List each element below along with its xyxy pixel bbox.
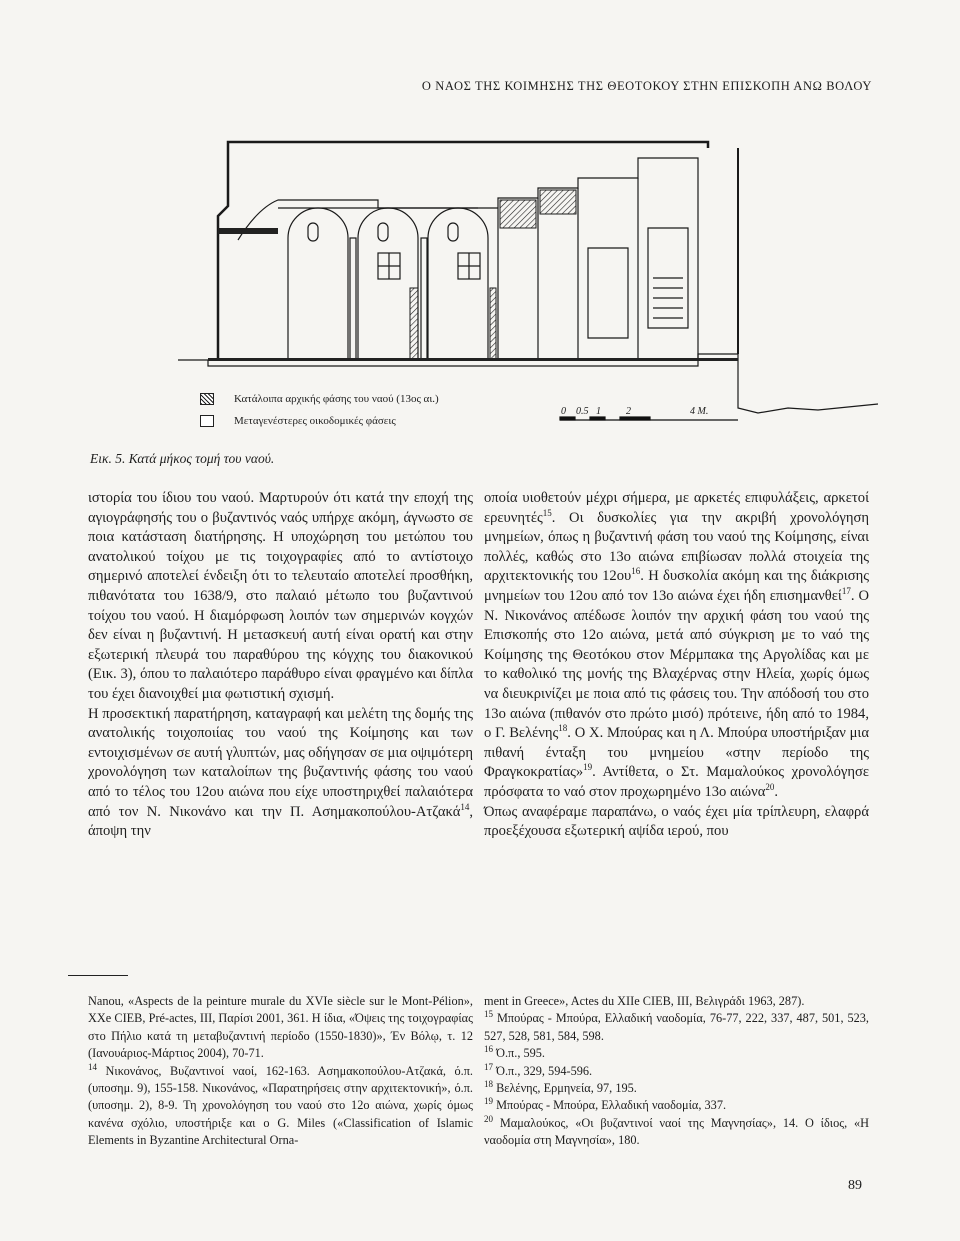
page-number: 89 (848, 1178, 862, 1193)
scale-label-1: 1 (596, 406, 601, 417)
figure-caption: Εικ. 5. Κατά μήκος τομή του ναού. (90, 451, 275, 466)
figure-legend (200, 388, 439, 432)
body-column-right (484, 489, 869, 842)
scale-label-05: 0.5 (576, 406, 589, 417)
body-column-left (88, 489, 473, 842)
paragraph: Όπως αναφέραμε παραπάνω, ο ναός έχει μία τρίπλευρη, ελαφρά προεξέχουσα εξωτερική αψίδα ιερού, που (484, 803, 869, 840)
scale-label-2: 2 (626, 406, 631, 417)
footnote: Nanou, «Aspects de la peinture murale du XVIe siècle sur le Mont-Pélion», XXe CIEB, Pré-actes, III, Παρίσι 2001, 361. Η ίδια, «Όψεις της τοιχογραφίας στο Πήλιο κατά τη μεταβυζαντινή περίοδο (1550-1830)», Έν Βόλῳ, τ. 12 (Ιανουάριος-Μάρτιος 2004), 70-71. (88, 994, 473, 1061)
scale-label-0: 0 (561, 406, 566, 417)
hatched-swatch-icon (200, 393, 214, 405)
footnote: $^{20}$ Μαμαλούκος, «Οι βυζαντινοί ναοί της Μαγνησίας», 14. Ο ίδιος, «Η ναοδομία στη Μαγνησία», 180. (484, 1113, 870, 1148)
legend-label: Μεταγενέστερες οικοδομικές φάσεις (234, 415, 396, 427)
footnote: $^{16}$ Ό.π., 595. (484, 1044, 545, 1061)
running-head: Ο ΝΑΟΣ ΤΗΣ ΚΟΙΜΗΣΗΣ ΤΗΣ ΘΕΟΤΟΚΟΥ ΣΤΗΝ ΕΠΙΣΚΟΠΗ ΑΝΩ ΒΟΛΟΥ (421, 79, 872, 93)
legend-item-original-phase (200, 388, 439, 410)
footnote: $^{17}$ Ό.π., 329, 594-596. (484, 1061, 593, 1078)
footnotes-left (88, 993, 473, 1150)
footnotes-right (484, 993, 869, 1150)
paragraph: οποία υιοθετούν μέχρι σήμερα, με αρκετές επιφυλάξεις, αρκετοί ερευνητές$^{15}$. Οι δυσκολίες για την ακριβή χρονολόγηση μνημείων, όπως η βυζαντινή φάση του ναού της Κοίμησης, είναι πολλές, καθώς στο 13ο αιώνα επιβίωσαν πολλά στοιχεία της αρχιτεκτονικής του $12o\upsilon^{16}$. Η δυσκολία ακόμη και της διάκρισης μνημείων του 12ου από τον 13ο αιώνα έχει ήδη επισημανθεί$^{17}$. Ο Ν. Νικονάνος απέδωσε λοιπόν την αρχική φάση του ναού της Επισκοπής στο 12ο αιώνα, μετά από σύγκριση με το ναό της Κοίμησης της Θεοτόκου στον Μέρμπακα της Αργολίδας και με το καθολικό της μονής της Βλαχέρνας στην Ηλεία, χωρίς όμως να διευκρινίζει με ποια από τις φάσεις του. Την απόδοσή του στο 13ο αιώνα (πιθανόν στο πρώτο μισό) πρότεινε, ήδη από το 1984, ο Γ. Βελένης$^{18}$. Ο Χ. Μπούρας και η Λ. Μπούρα υποστήριξαν μια πιθανή ένταξη του μνημείου «στην περίοδο της Φραγκοκρατίας»$^{19}$. Αντίθετα, ο Στ. Μαμαλούκος χρονολόγησε πρόσφατα το ναό στον προχωρημένο 13ο αιώνα$^{20}$. (484, 490, 869, 800)
footnote: $^{18}$ Βελένης, Ερμηνεία, 97, 195. (484, 1078, 637, 1096)
longitudinal-section-drawing (178, 128, 878, 428)
paragraph: Η προσεκτική παρατήρηση, καταγραφή και μελέτη της δομής της ανατολικής τοιχοποιίας του ναού της Κοίμησης και των εντοιχισμένων σε αυτή γλυπτών, μας οδήγησαν σε μια οψιμότερη χρονολόγηση των καταλοίπων της βυζαντινής φάσης του ναού από το τέλος του 12ου αιώνα που είχε υποστηριχθεί παλαιότερα από τον Ν. Νικονάνο και την Π. Ασημακοπούλου-Ατζακά$^{14}$, άποψη την (88, 705, 473, 840)
paragraph: ιστορία του ίδιου του ναού. Μαρτυρούν ότι κατά την εποχή της αγιογράφησής του ο βυζαντινός ναός υπήρχε ακόμη, άγνωστο σε ποια κατάσταση διατήρησης. Η υποχώρηση του μετώπου του ανατολικού τοίχου με τις τοιχογραφίες από το αντίστοιχο σημερινό αποτελεί ένδειξη ότι το τελευταίο αποτελεί προσθήκη, πιθανότατα του 1638/9, στο παλαιό μέτωπο του βυζαντινού τοίχου του ναού. Η διαμόρφωση λοιπόν των σημερινών κογχών δεν είναι η βυζαντινή. Η μετασκευή αυτή είναι ορατή και στην εξωτερική πλευρά του παραθύρου της κόγχης του διακονικού (Εικ. 3), όπου το παλαιότερο παράθυρο είναι φραγμένο και δίπλα του έχει διανοιχθεί μια φωτιστική σχισμή. (88, 490, 473, 702)
footnote: $^{19}$ Μπούρας - Μπούρα, Ελλαδική ναοδομία, 337. (484, 1096, 727, 1113)
scale-label-4m: 4 Μ. (690, 406, 709, 417)
legend-item-later-phases (200, 410, 439, 432)
plain-swatch-icon (200, 415, 214, 427)
legend-label: Κατάλοιπα αρχικής φάσης του ναού (13ος αι.) (234, 393, 439, 405)
footnote-divider (68, 975, 128, 976)
footnote: ment in Greece», Actes du XIIe CIEB, III, Βελιγράδι 1963, 287). (484, 994, 805, 1008)
footnote: $^{14}$ Νικονάνος, Βυζαντινοί ναοί, 162-163. Ασημακοπούλου-Ατζακά, ό.π. (υποσημ. 9), 155-158. Νικονάνος, «Παρατηρήσεις στην αρχιτεκτονική», ό.π. (υποσημ. 2), 8-9. Τη χρονολόγηση του ναού στο 12ο αιώνα, χωρίς όμως κανένα σχόλιο, υποστήριξε και ο G. Miles («Classification of Islamic Elements in Byzantine Architectural Orna- (88, 1061, 473, 1148)
footnote: $^{15}$ Μπούρας - Μπούρα, Ελλαδική ναοδομία, 76-77, 222, 337, 487, 501, 523, 527, 528, 581, 584, 598. (484, 1009, 869, 1043)
